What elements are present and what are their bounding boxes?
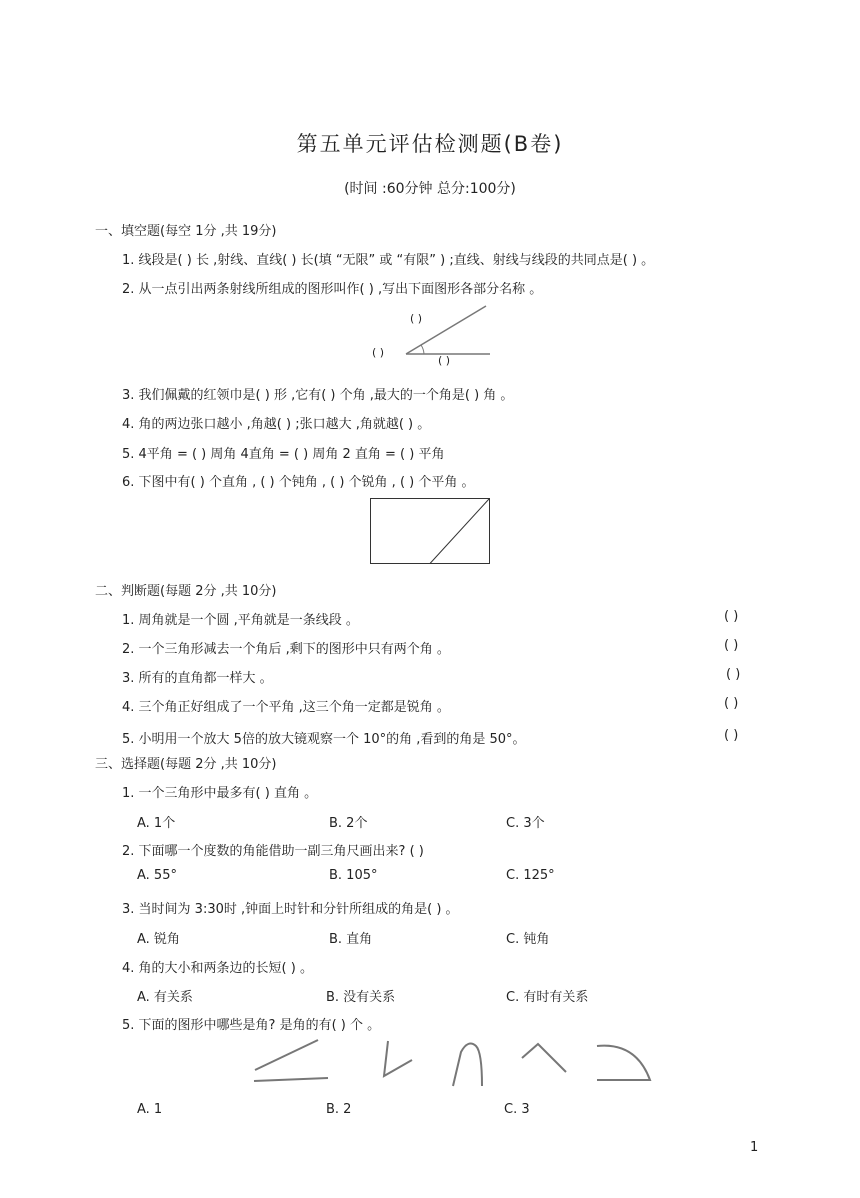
s3-q1-option-a: A. 1个 [137, 816, 176, 831]
s3-q5-option-b: B. 2 [326, 1102, 352, 1117]
s2-item-5: 5. 小明用一个放大 5倍的放大镜观察一个 10°的角 ,看到的角是 50°。 [122, 732, 526, 747]
s3-question-5: 5. 下面的图形中哪些是角? 是角的有( ) 个 。 [122, 1018, 381, 1033]
s3-question-4: 4. 角的大小和两条边的长短( ) 。 [122, 961, 313, 976]
s2-item-2: 2. 一个三角形减去一个角后 ,剩下的图形中只有两个角 。 [122, 642, 450, 657]
page-number: 1 [750, 1140, 759, 1155]
s2-answer-5: ( ) [724, 728, 739, 743]
s3-q4-option-c: C. 有时有关系 [506, 990, 589, 1005]
figure-1-two-lines [254, 1040, 328, 1081]
s2-answer-4: ( ) [724, 696, 739, 711]
s1-question-3: 3. 我们佩戴的红领巾是( ) 形 ,它有( ) 个角 ,最大的一个角是( ) 角 。 [122, 388, 514, 403]
s3-q1-option-c: C. 3个 [506, 816, 545, 831]
rectangle-outline [371, 499, 490, 564]
s3-question-2: 2. 下面哪一个度数的角能借助一副三角尺画出来? ( ) [122, 844, 424, 859]
side-label-blank: ( ) [410, 312, 423, 325]
s1-question-6: 6. 下图中有( ) 个直角 , ( ) 个钝角 , ( ) 个锐角 , ( ) 个平角 。 [122, 475, 475, 490]
s2-item-1: 1. 周角就是一个圆 ,平角就是一条线段 。 [122, 613, 359, 628]
vertex-label-blank: ( ) [372, 346, 385, 359]
s1-question-1: 1. 线段是( ) 长 ,射线、直线( ) 长(填 “无限” 或 “有限” ) ;直线、射线与线段的共同点是( ) 。 [122, 253, 655, 268]
s3-q4-option-a: A. 有关系 [137, 990, 193, 1005]
figure-4-peak [522, 1044, 566, 1072]
s1-question-2: 2. 从一点引出两条射线所组成的图形叫作( ) ,写出下面图形各部分名称 。 [122, 282, 543, 297]
s3-question-3: 3. 当时间为 3:30时 ,钟面上时针和分针所组成的角是( ) 。 [122, 902, 459, 917]
section-2-heading: 二、判断题(每题 2分 ,共 10分) [95, 584, 277, 599]
s3-q1-option-b: B. 2个 [329, 816, 368, 831]
angle-arc [421, 345, 424, 354]
s3-q2-option-a: A. 55° [137, 868, 177, 883]
s1-question-5: 5. 4平角 = ( ) 周角 4直角 = ( ) 周角 2 直角 = ( ) 平角 [122, 447, 445, 462]
section-1-heading: 一、填空题(每空 1分 ,共 19分) [95, 224, 277, 239]
s1-question-4: 4. 角的两边张口越小 ,角越( ) ;张口越大 ,角就越( ) 。 [122, 417, 431, 432]
s3-q5-option-a: A. 1 [137, 1102, 163, 1117]
s2-answer-3: ( ) [726, 667, 741, 682]
s3-q3-option-b: B. 直角 [329, 932, 373, 947]
s2-answer-2: ( ) [724, 638, 739, 653]
s3-q4-option-b: B. 没有关系 [326, 990, 396, 1005]
exam-time-score: (时间 :60分钟 总分:100分) [344, 181, 516, 197]
rectangle-diagram [370, 498, 490, 564]
s3-q2-option-b: B. 105° [329, 868, 378, 883]
rectangle-diagonal [430, 499, 489, 564]
figure-3-arch [453, 1044, 482, 1086]
angle-label-blank: ( ) [438, 354, 451, 367]
s3-q3-option-a: A. 锐角 [137, 932, 180, 947]
s3-q2-option-c: C. 125° [506, 868, 555, 883]
section-3-heading: 三、选择题(每题 2分 ,共 10分) [95, 757, 277, 772]
angle-diagram [368, 302, 493, 372]
s3-question-1: 1. 一个三角形中最多有( ) 直角 。 [122, 786, 318, 801]
s3-q3-option-c: C. 钝角 [506, 932, 550, 947]
s2-item-4: 4. 三个角正好组成了一个平角 ,这三个角一定都是锐角 。 [122, 700, 450, 715]
angle-figures [250, 1038, 660, 1090]
page-title: 第五单元评估检测题(B卷) [296, 132, 564, 156]
figure-2-angle [384, 1041, 412, 1076]
figure-5-sector [597, 1046, 650, 1080]
s2-answer-1: ( ) [724, 609, 739, 624]
s3-q5-option-c: C. 3 [504, 1102, 530, 1117]
s2-item-3: 3. 所有的直角都一样大 。 [122, 671, 273, 686]
